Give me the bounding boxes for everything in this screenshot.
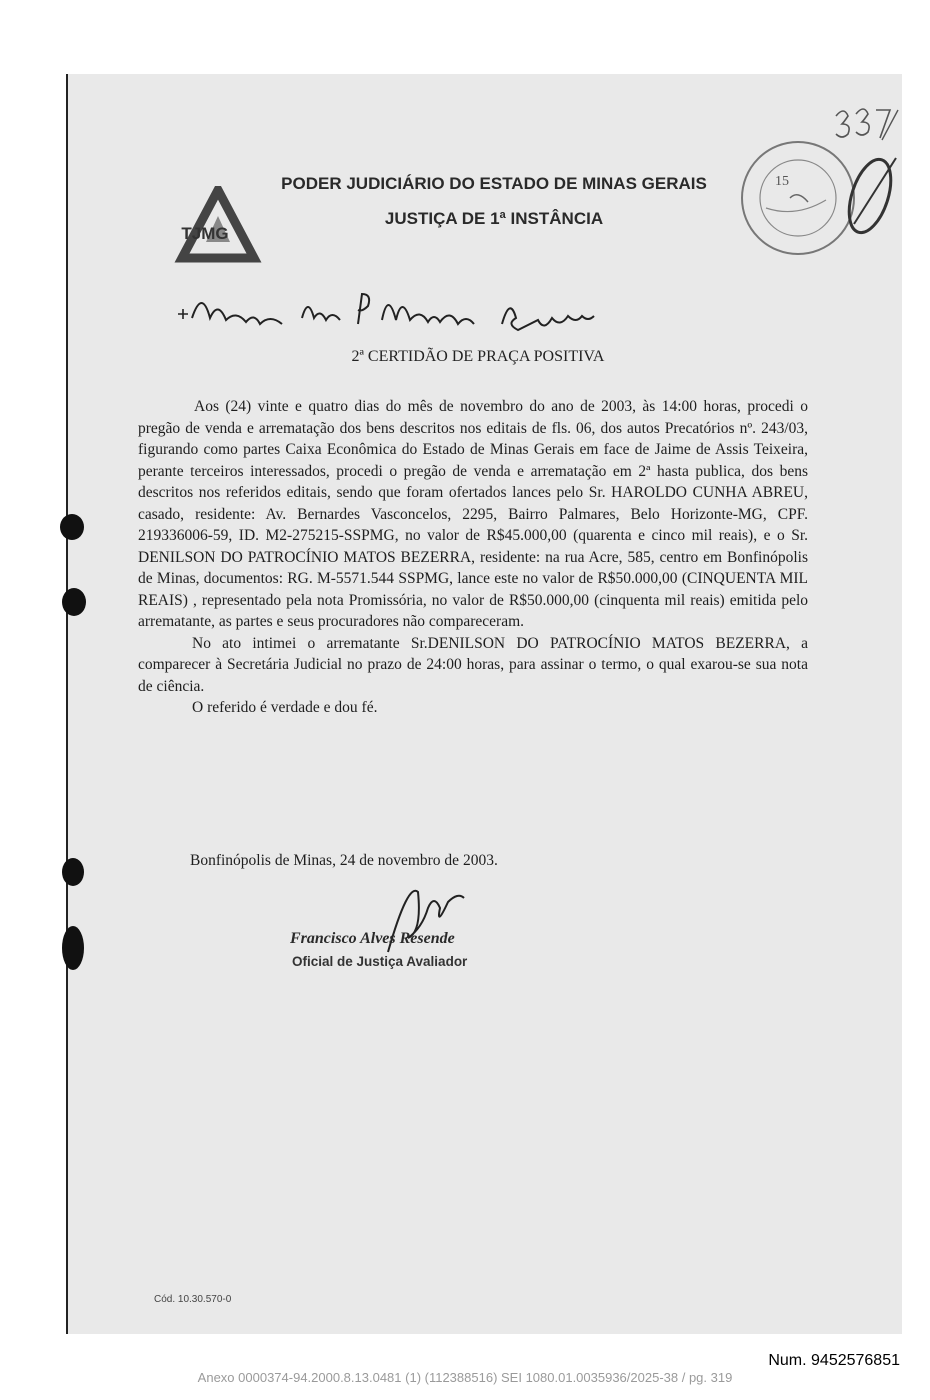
punch-hole bbox=[62, 926, 84, 970]
form-code: Cód. 10.30.570-0 bbox=[154, 1294, 232, 1305]
signature-icon bbox=[288, 882, 508, 962]
court-instance: JUSTIÇA DE 1ª INSTÂNCIA bbox=[384, 209, 604, 228]
logo-text: TJMG bbox=[181, 224, 229, 243]
document-number: Num. 9452576851 bbox=[768, 1352, 900, 1369]
signer-role: Oficial de Justiça Avaliador bbox=[292, 954, 468, 969]
city-date: Bonfinópolis de Minas, 24 de novembro de 2003. bbox=[190, 852, 498, 869]
punch-hole bbox=[62, 588, 86, 616]
signer-name: Francisco Alves Resende bbox=[290, 930, 455, 947]
stamp-number: 15 bbox=[775, 174, 789, 189]
court-name: PODER JUDICIÁRIO DO ESTADO DE MINAS GERAIS bbox=[281, 174, 707, 193]
certificate-body bbox=[138, 396, 808, 719]
body-paragraph-3: O referido é verdade e dou fé. bbox=[192, 699, 378, 716]
punch-hole bbox=[62, 858, 84, 886]
punch-hole bbox=[60, 514, 84, 540]
document-title: 2ª CERTIDÃO DE PRAÇA POSITIVA bbox=[351, 348, 605, 365]
scanned-page bbox=[66, 74, 902, 1334]
body-paragraph-2: No ato intimei o arrematante Sr.DENILSON DO PATROCÍNIO MATOS BEZERRA, a comparecer à Secretária Judicial no prazo de 24:00 horas, para assinar o termo, o qual exarou-se sua nota de ciência. bbox=[138, 634, 808, 695]
handwritten-zero-icon bbox=[840, 144, 906, 244]
handwritten-annotation-icon bbox=[172, 284, 632, 344]
footer-reference: Anexo 0000374-94.2000.8.13.0481 (1) (112388516) SEI 1080.01.0035936/2025-38 / pg. 319 bbox=[197, 1370, 733, 1385]
handwritten-page-number-icon bbox=[826, 96, 902, 146]
body-paragraph-1: Aos (24) vinte e quatro dias do mês de novembro do ano de 2003, às 14:00 horas, procedi o pregão de venda e arrematação dos bens descritos nos editais de fls. 06, dos autos Precatórios nº. 243/03, figurando como partes Caixa Econômica do Estado de Minas Gerais em face de Jaime de Assis Teixeira, perante terceiros interessados, procedi o pregão de venda e arrematação em 2ª hasta publica, dos bens descritos nos referidos editais, sendo que foram ofertados lances pelo Sr. HAROLDO CUNHA ABREU, casado, residente: Av. Bernardes Vasconcelos, 2295, Bairro Palmares, Belo Horizonte-MG, CPF. 219336006-59, ID. M2-275215-SSPMG, no valor de R$45.000,00 (quarenta e cinco mil reais), e o Sr. DENILSON DO PATROCÍNIO MATOS BEZERRA, residente: na rua Acre, 585, centro em Bonfinópolis de Minas, documentos: RG. M-5571.544 SSPMG, lance este no valor de R$50.000,00 (CINQUENTA MIL REAIS) , representado pela nota Promissória, no valor de R$50.000,00 (cinquenta mil reais) emitida pelo arrematante, as partes e seus procuradores não compareceram. bbox=[138, 398, 808, 630]
